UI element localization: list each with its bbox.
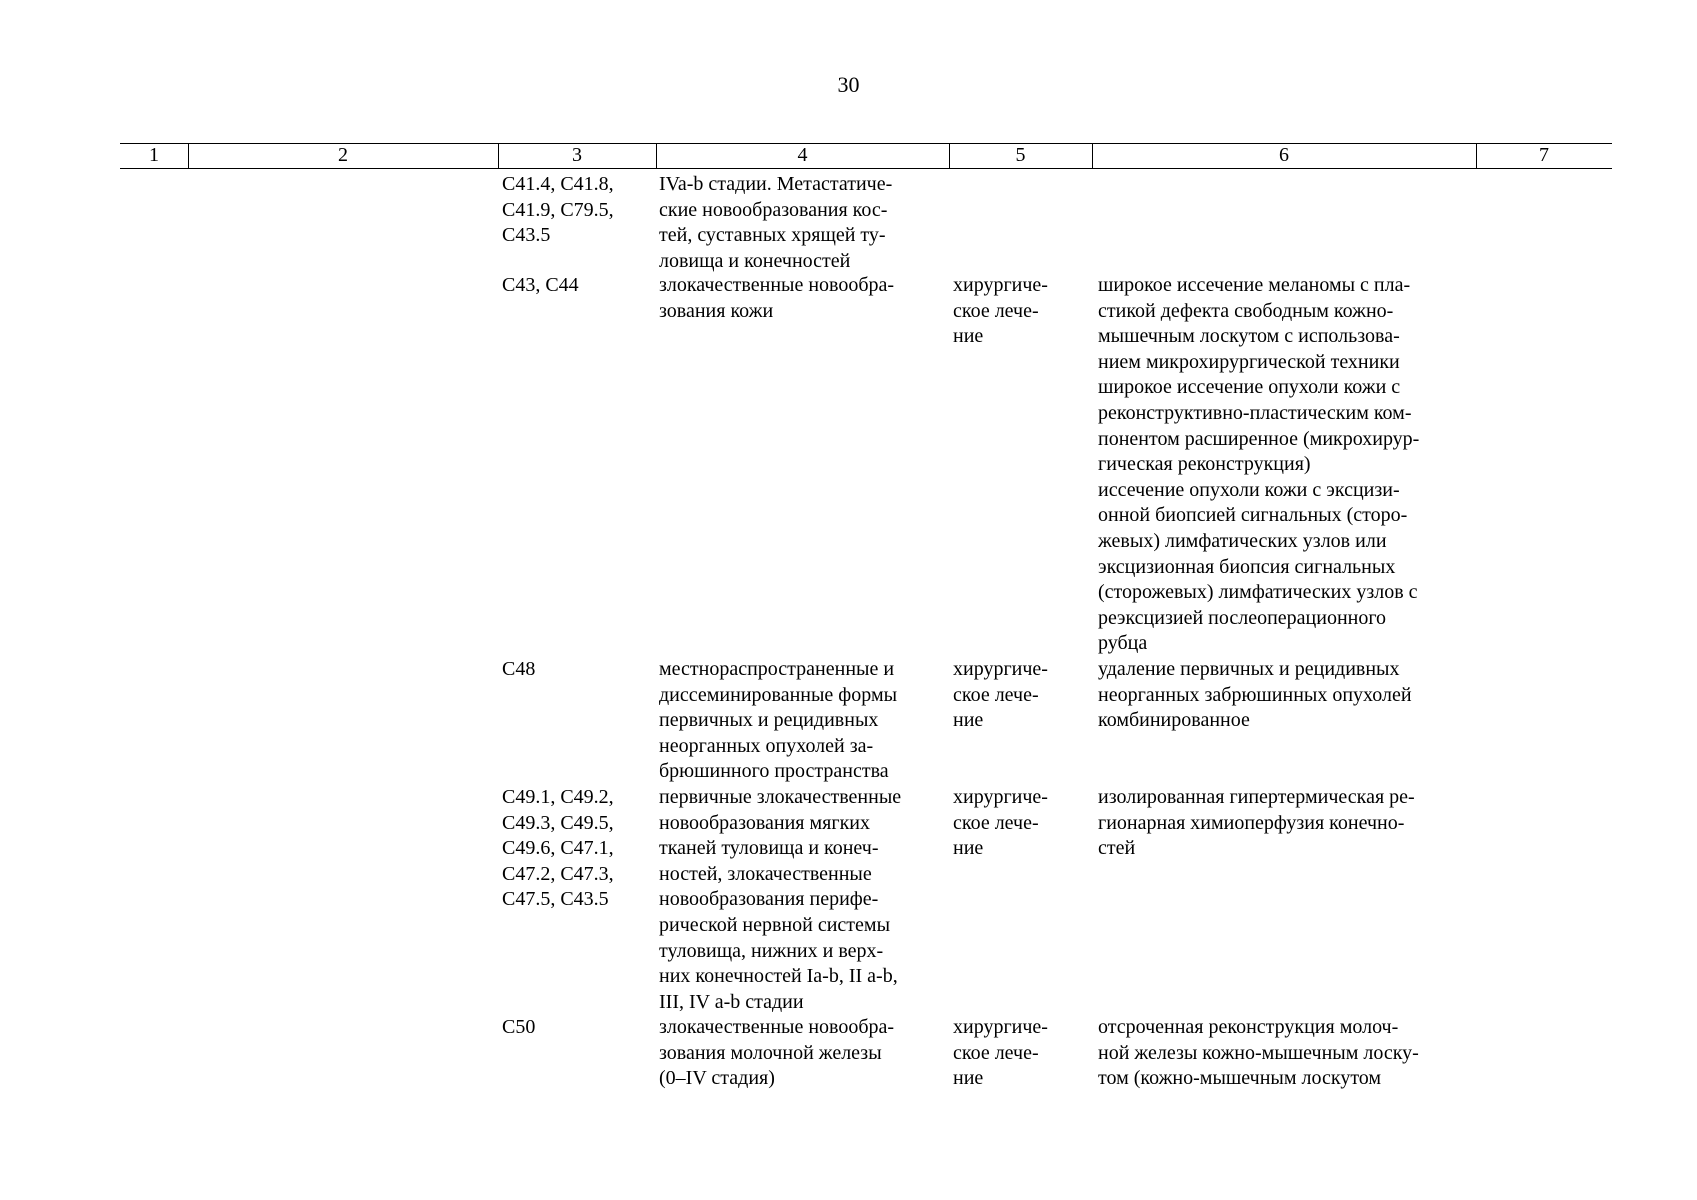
header-col-6: 6 (1279, 144, 1289, 166)
method-line: нием микрохирургической техники (1098, 350, 1400, 373)
description-line: ностей, злокачественные (659, 862, 872, 885)
treatment-line: хирургиче- (953, 658, 1048, 680)
row-5-description (659, 1015, 932, 1092)
header-col-5: 5 (1015, 144, 1026, 166)
description-line: новообразования мягких (659, 811, 870, 834)
description-line: зования молочной железы (659, 1041, 882, 1064)
description-line: местнораспространенные и (659, 658, 895, 680)
code-line: C43.5 (502, 224, 551, 247)
description-line: III, IV a-b стадии (659, 990, 804, 1013)
method-line: стей (1098, 837, 1136, 860)
method-line: иссечение опухоли кожи с эксцизи- (1098, 478, 1400, 501)
description-line: них конечностей Ia-b, II a-b, (659, 965, 898, 988)
description-line: первичные злокачественные (659, 786, 902, 808)
description-line: неорганных опухолей за- (659, 734, 874, 757)
description-line: брюшинного пространства (659, 760, 889, 783)
method-line: реэксцизией послеоперационного (1098, 606, 1387, 629)
header-col-3: 3 (572, 144, 582, 166)
method-line: широкое иссечение меланомы с пла- (1098, 274, 1411, 296)
code-line: C47.5, C43.5 (502, 888, 609, 911)
code-line: C49.1, C49.2, (502, 786, 614, 808)
treatment-line: ское лече- (953, 299, 1039, 322)
row-4-code (502, 785, 640, 913)
method-line: (сторожевых) лимфатических узлов с (1098, 581, 1418, 604)
page-number: 30 (837, 72, 860, 97)
treatment-line: ние (953, 325, 984, 348)
method-line: реконструктивно-пластическим ком- (1098, 401, 1412, 424)
description-line: первичных и рецидивных (659, 709, 879, 732)
treatment-line: ние (953, 1067, 984, 1090)
method-line: жевых) лимфатических узлов или (1098, 529, 1387, 552)
code-line: C50 (502, 1016, 536, 1038)
code-line: C48 (502, 658, 536, 680)
code-line: C41.9, C79.5, (502, 198, 614, 221)
row-4-description (659, 785, 932, 1015)
description-line: злокачественные новообра- (659, 1016, 895, 1038)
code-line: C41.4, C41.8, (502, 173, 614, 195)
description-line: новообразования перифе- (659, 888, 879, 911)
code-line: C49.6, C47.1, (502, 837, 614, 860)
row-4-method (1098, 785, 1461, 862)
description-line: ловища и конечностей (659, 249, 851, 272)
row-2-method (1098, 273, 1461, 657)
description-line: тканей туловища и конеч- (659, 837, 879, 860)
code-line: C43, C44 (502, 274, 579, 296)
row-1-code (502, 172, 640, 249)
method-line: гионарная химиоперфузия конечно- (1098, 811, 1405, 834)
treatment-line: хирургиче- (953, 274, 1048, 296)
method-line: изолированная гипертермическая ре- (1098, 786, 1415, 808)
row-5-code (502, 1015, 640, 1041)
table-header (120, 143, 1612, 169)
treatment-line: ние (953, 837, 984, 860)
description-line: рической нервной системы (659, 913, 891, 936)
row-2-code (502, 273, 640, 299)
row-5-method (1098, 1015, 1461, 1092)
treatment-line: ское лече- (953, 1041, 1039, 1064)
row-3-code (502, 657, 640, 683)
row-3-description (659, 657, 932, 785)
method-line: рубца (1098, 632, 1148, 655)
method-line: эксцизионная биопсия сигнальных (1098, 555, 1396, 578)
method-line: понентом расширенное (микрохирур- (1098, 427, 1420, 450)
header-col-4: 4 (797, 144, 808, 166)
description-line: туловища, нижних и верх- (659, 939, 884, 962)
header-col-7: 7 (1539, 144, 1549, 166)
method-line: мышечным лоскутом с использова- (1098, 325, 1400, 348)
method-line: комбинированное (1098, 709, 1250, 732)
method-line: онной биопсией сигнальных (сторо- (1098, 504, 1408, 527)
treatment-line: хирургиче- (953, 1016, 1048, 1038)
method-line: удаление первичных и рецидивных (1098, 658, 1400, 680)
description-line: зования кожи (659, 299, 774, 322)
row-4-treatment-type (953, 785, 1077, 862)
method-line: стикой дефекта свободным кожно- (1098, 299, 1394, 322)
description-line: тей, суставных хрящей ту- (659, 224, 886, 247)
description-line: диссеминированные формы (659, 683, 898, 706)
method-line: ной железы кожно-мышечным лоску- (1098, 1041, 1419, 1064)
row-5-treatment-type (953, 1015, 1077, 1092)
description-line: злокачественные новообра- (659, 274, 895, 296)
method-line: широкое иссечение опухоли кожи с (1098, 376, 1401, 399)
method-line: том (кожно-мышечным лоскутом (1098, 1067, 1382, 1090)
row-1-description (659, 172, 932, 274)
method-line: гическая реконструкция) (1098, 453, 1311, 476)
method-line: неорганных забрюшинных опухолей (1098, 683, 1412, 706)
row-2-treatment-type (953, 273, 1077, 350)
code-line: C47.2, C47.3, (502, 862, 614, 885)
treatment-line: хирургиче- (953, 786, 1048, 808)
treatment-line: ние (953, 709, 984, 732)
method-line: отсроченная реконструкция молоч- (1098, 1016, 1399, 1038)
code-line: C49.3, C49.5, (502, 811, 614, 834)
row-3-treatment-type (953, 657, 1077, 734)
description-line: ские новообразования кос- (659, 198, 888, 221)
description-line: (0–IV стадия) (659, 1067, 775, 1090)
treatment-line: ское лече- (953, 683, 1039, 706)
header-col-2: 2 (338, 144, 348, 166)
row-3-method (1098, 657, 1461, 734)
header-col-1: 1 (149, 144, 159, 166)
treatment-line: ское лече- (953, 811, 1039, 834)
description-line: IVa-b стадии. Метастатиче- (659, 173, 893, 195)
row-2-description (659, 273, 932, 324)
